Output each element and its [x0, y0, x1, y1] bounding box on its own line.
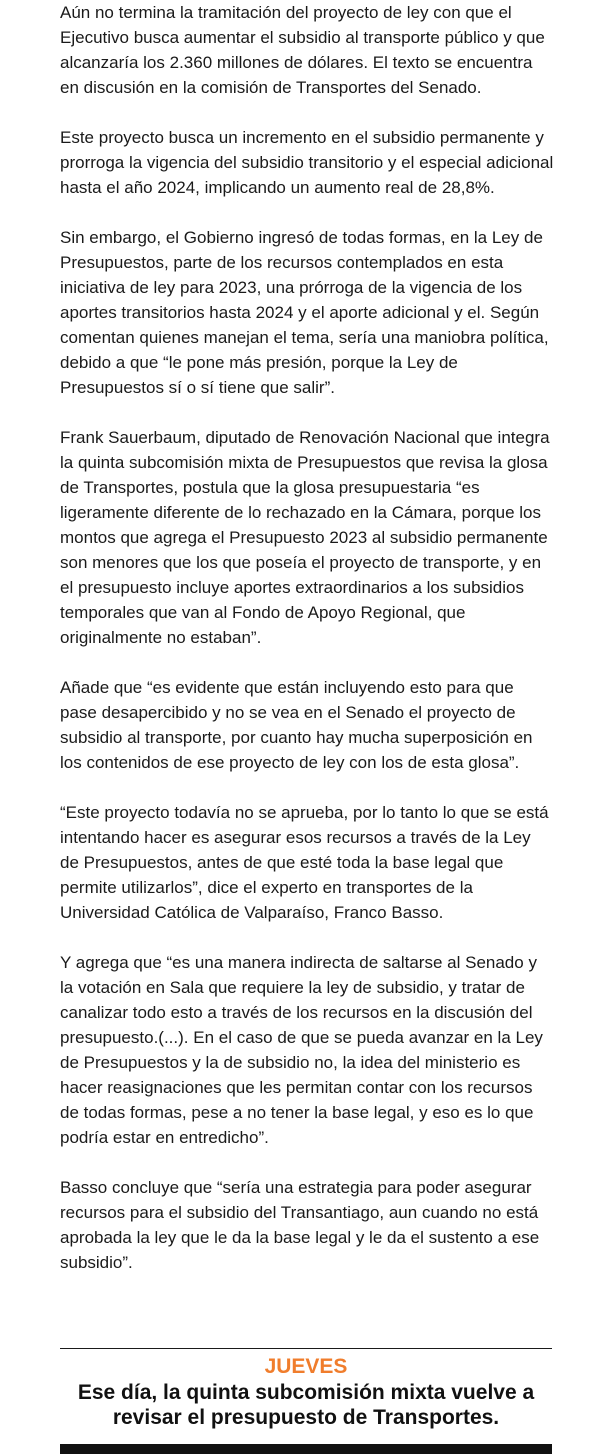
article-body: [60, 0, 554, 1300]
article-paragraph-5: Añade que “es evidente que están incluyendo esto para que pase desapercibido y no se vea en el Senado el proyecto de subsidio al transporte, por cuanto hay mucha superposición en los contenidos de ese proyecto de ley con los de esta glosa”.: [60, 678, 533, 772]
article-paragraph-2: Este proyecto busca un incremento en el subsidio permanente y prorroga la vigencia del subsidio transitorio y el especial adicional hasta el año 2024, implicando un aumento real de 28,8%.: [60, 128, 554, 197]
callout-box: [60, 1348, 552, 1430]
article-paragraph-6: “Este proyecto todavía no se aprueba, por lo tanto lo que se está intentando hacer es asegurar esos recursos a través de la Ley de Presupuestos, antes de que esté toda la base legal que permite utilizarlos”, dice el experto en transportes de la Universidad Católica de Valparaíso, Franco Basso.: [60, 803, 549, 922]
article-paragraph-1: Aún no termina la tramitación del proyecto de ley con que el Ejecutivo busca aumentar el subsidio al transporte público y que alcanzaría los 2.360 millones de dólares. El texto se encuentra en discusión en la comisión de Transportes del Senado.: [60, 3, 545, 97]
callout-bottom-bar: [60, 1444, 552, 1454]
article-paragraph-4: Frank Sauerbaum, diputado de Renovación Nacional que integra la quinta subcomisión mixta de Presupuestos que revisa la glosa de Transportes, postula que la glosa presupuestaria “es ligeramente diferente de lo rechazado en la Cámara, porque los montos que agrega el Presupuesto 2023 al subsidio permanente son menores que los que poseía el proyecto de transporte, y en el presupuesto incluye aportes extraordinarios a los subsidios temporales que van al Fondo de Apoyo Regional, que originalmente no estaban”.: [60, 428, 550, 647]
callout-day-label: JUEVES: [264, 1355, 348, 1378]
article-paragraph-8: Basso concluye que “sería una estrategia para poder asegurar recursos para el subsidio del Transantiago, aun cuando no está aprobada la ley que le da la base legal y le da el sustento a ese subsidio”.: [60, 1178, 540, 1272]
article-paragraph-3: Sin embargo, el Gobierno ingresó de todas formas, en la Ley de Presupuestos, parte de los recursos contemplados en esta iniciativa de ley para 2023, una prórroga de la vigencia de los aportes transitorios hasta 2024 y el aporte adicional y el. Según comentan quienes manejan el tema, sería una maniobra política, debido a que “le pone más presión, porque la Ley de Presupuestos sí o sí tiene que salir”.: [60, 228, 549, 397]
callout-text: Ese día, la quinta subcomisión mixta vuelve a revisar el presupuesto de Transportes.: [77, 1381, 535, 1429]
article-paragraph-7: Y agrega que “es una manera indirecta de saltarse al Senado y la votación en Sala que requiere la ley de subsidio, y tratar de canalizar todo esto a través de los recursos en la discusión del presupuesto.(...). En el caso de que se pueda avanzar en la Ley de Presupuestos y la de subsidio no, la idea del ministerio es hacer reasignaciones que les permitan contar con los recursos de todas formas, pese a no tener la base legal, y eso es lo que podría estar en entredicho”.: [60, 953, 543, 1147]
